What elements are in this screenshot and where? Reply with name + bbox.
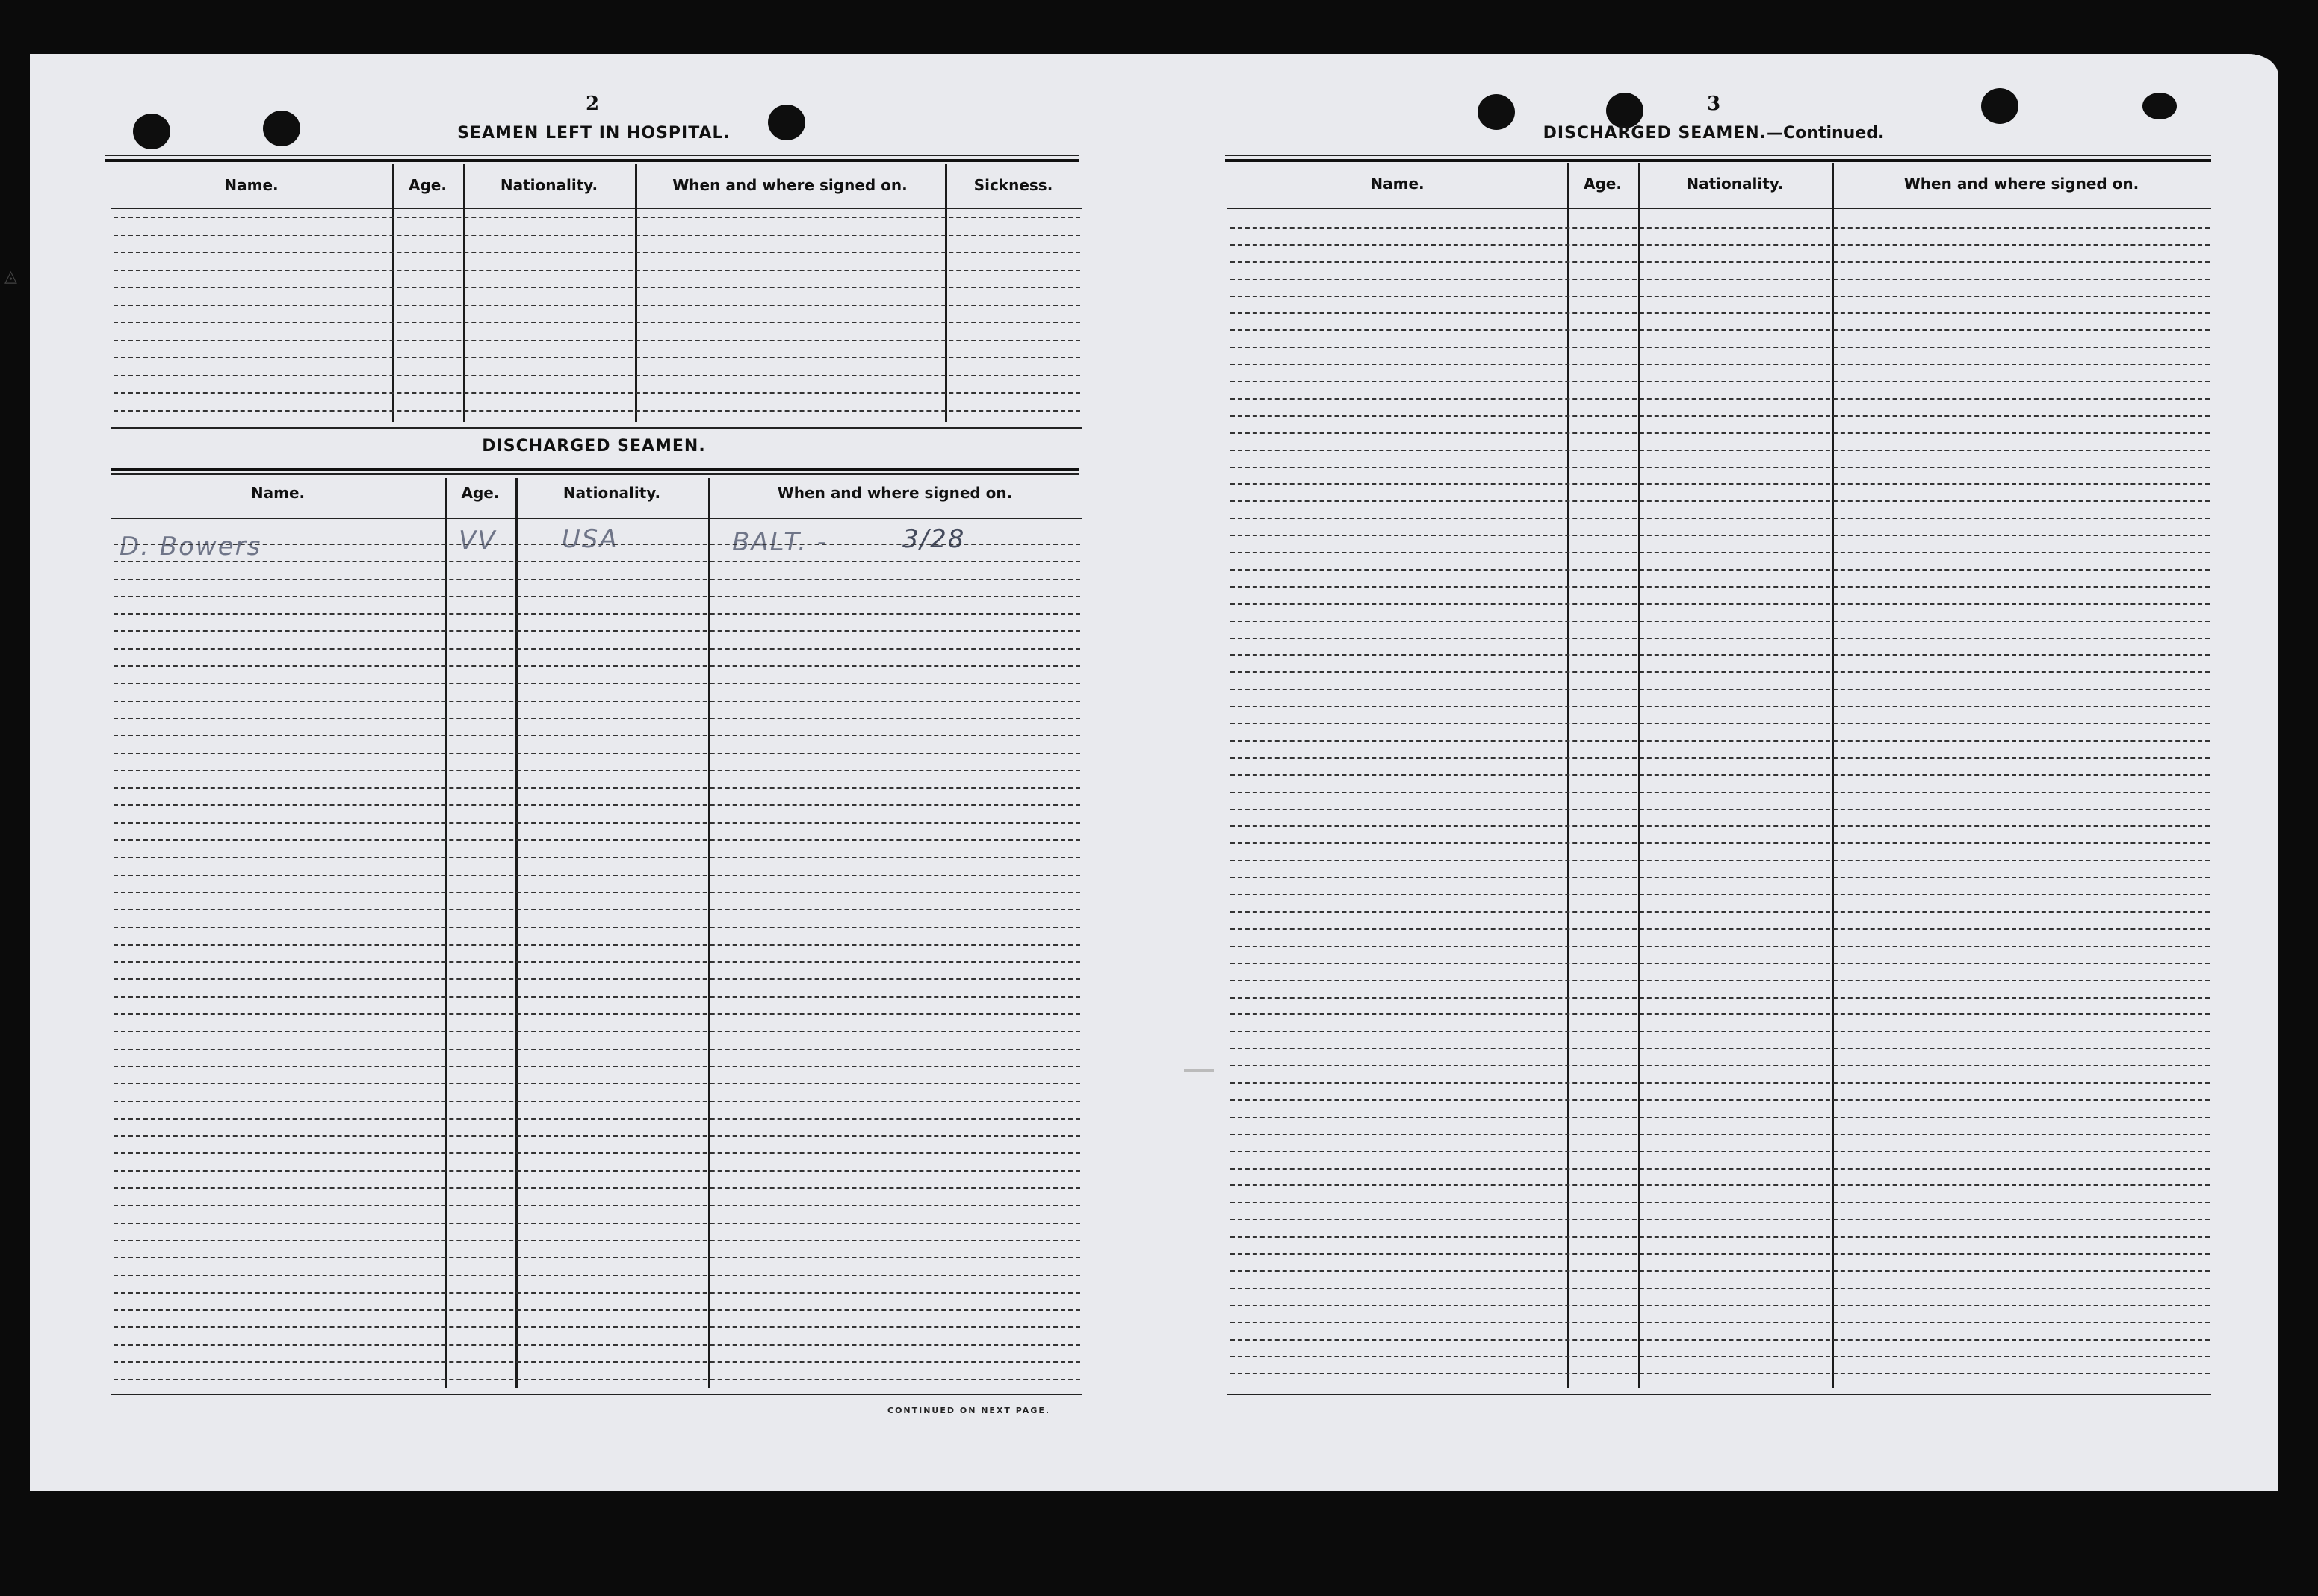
row-line — [114, 1240, 1080, 1241]
row-line — [114, 1344, 1080, 1346]
row-line — [1230, 1253, 2210, 1255]
column-divider — [392, 164, 394, 422]
column-header: Age. — [1584, 175, 1622, 193]
column-header: When and where signed on. — [672, 176, 908, 194]
row-line — [1230, 1356, 2210, 1357]
row-line — [114, 683, 1080, 684]
row-line — [114, 1170, 1080, 1172]
row-line — [1230, 1168, 2210, 1170]
row-line — [114, 305, 1080, 306]
rule — [111, 427, 1082, 429]
row-line — [1230, 552, 2210, 553]
row-line — [114, 1205, 1080, 1206]
row-line — [114, 804, 1080, 806]
row-line — [114, 787, 1080, 789]
row-line — [1230, 1236, 2210, 1238]
continued-footer: CONTINUED ON NEXT PAGE. — [887, 1406, 1051, 1415]
rule — [111, 473, 1079, 475]
row-line — [114, 1292, 1080, 1294]
row-line — [114, 1135, 1080, 1137]
row-line — [114, 322, 1080, 323]
punch-hole — [768, 105, 805, 140]
row-line — [1230, 774, 2210, 776]
row-line — [1230, 621, 2210, 622]
row-line — [1230, 638, 2210, 639]
rule — [1225, 155, 2211, 156]
row-line — [114, 579, 1080, 580]
row-line — [114, 1101, 1080, 1102]
row-line — [1230, 329, 2210, 331]
discharged-section-title: DISCHARGED SEAMEN. — [482, 437, 706, 456]
hospital-section-title: SEAMEN LEFT IN HOSPITAL. — [457, 124, 731, 143]
row-line — [114, 1152, 1080, 1154]
row-line — [1230, 963, 2210, 964]
row-line — [114, 1326, 1080, 1328]
row-line — [114, 665, 1080, 667]
row-line — [1230, 347, 2210, 348]
row-line — [114, 996, 1080, 998]
row-line — [1230, 928, 2210, 930]
right-section-title — [1543, 124, 1885, 143]
row-line — [1230, 894, 2210, 895]
row-line — [114, 1309, 1080, 1311]
entry-nationality: USA — [562, 524, 619, 554]
row-line — [114, 718, 1080, 719]
right-title-continued: —Continued. — [1767, 124, 1885, 143]
row-line — [1230, 432, 2210, 434]
rule — [111, 208, 1082, 209]
page-number-right: 3 — [1706, 93, 1721, 115]
entry-signed-on-date: 3/28 — [902, 524, 966, 554]
column-header: When and where signed on. — [1903, 175, 2139, 193]
row-line — [1230, 244, 2210, 246]
column-header: Age. — [461, 484, 500, 502]
row-line — [114, 544, 1080, 545]
column-divider — [463, 164, 465, 422]
row-line — [1230, 689, 2210, 690]
punch-hole — [1981, 88, 2018, 124]
row-line — [114, 1223, 1080, 1224]
row-line — [1230, 1013, 2210, 1015]
right-title-main: DISCHARGED SEAMEN. — [1543, 124, 1767, 143]
row-line — [1230, 296, 2210, 297]
page-number-left: 2 — [585, 93, 600, 115]
row-line — [114, 340, 1080, 341]
row-line — [1230, 227, 2210, 229]
row-line — [1230, 1117, 2210, 1118]
row-line — [1230, 1048, 2210, 1049]
row-line — [1230, 1151, 2210, 1152]
row-line — [1230, 792, 2210, 793]
row-line — [114, 735, 1080, 736]
column-divider — [945, 164, 947, 422]
punch-hole — [263, 111, 300, 146]
row-line — [1230, 757, 2210, 759]
row-line — [1230, 364, 2210, 365]
row-line — [114, 252, 1080, 253]
row-line — [114, 1379, 1080, 1380]
row-line — [1230, 706, 2210, 707]
row-line — [114, 857, 1080, 858]
row-line — [114, 217, 1080, 218]
row-line — [1230, 997, 2210, 999]
row-line — [1230, 500, 2210, 502]
rule — [1227, 1394, 2211, 1395]
row-line — [114, 1031, 1080, 1032]
rule — [1227, 208, 2211, 209]
row-line — [1230, 877, 2210, 878]
row-line — [114, 410, 1080, 412]
row-line — [1230, 381, 2210, 382]
row-line — [1230, 415, 2210, 417]
column-divider — [635, 164, 637, 422]
punch-hole — [1606, 93, 1643, 128]
row-line — [114, 701, 1080, 702]
rule — [105, 159, 1079, 162]
row-line — [114, 613, 1080, 615]
row-line — [1230, 1373, 2210, 1374]
rule — [1225, 159, 2211, 162]
row-line — [1230, 1288, 2210, 1289]
column-header: Nationality. — [500, 176, 598, 194]
row-line — [1230, 1184, 2210, 1186]
row-line — [114, 1118, 1080, 1120]
row-line — [1230, 860, 2210, 861]
column-header: Name. — [1370, 175, 1425, 193]
column-header: Nationality. — [1686, 175, 1784, 193]
row-line — [1230, 1202, 2210, 1203]
row-line — [114, 1257, 1080, 1258]
row-line — [1230, 1322, 2210, 1323]
row-line — [1230, 1082, 2210, 1084]
rule — [111, 518, 1082, 519]
row-line — [114, 770, 1080, 771]
row-line — [1230, 1031, 2210, 1032]
fold-mark — [1184, 1069, 1214, 1072]
row-line — [1230, 809, 2210, 810]
row-line — [114, 287, 1080, 288]
row-line — [1230, 398, 2210, 400]
row-line — [114, 561, 1080, 562]
row-line — [1230, 279, 2210, 280]
row-line — [1230, 671, 2210, 673]
row-line — [1230, 654, 2210, 656]
row-line — [114, 909, 1080, 910]
column-header: Name. — [224, 176, 279, 194]
entry-name: D. Bowers — [120, 532, 262, 562]
row-line — [1230, 1099, 2210, 1101]
row-line — [114, 961, 1080, 963]
row-line — [114, 822, 1080, 824]
row-line — [114, 357, 1080, 358]
row-line — [114, 892, 1080, 893]
row-line — [114, 392, 1080, 394]
row-line — [1230, 1305, 2210, 1306]
entry-signed-on-place: BALT. - — [732, 527, 828, 557]
row-line — [114, 235, 1080, 236]
row-line — [1230, 1339, 2210, 1341]
row-line — [1230, 1219, 2210, 1220]
rule — [111, 468, 1079, 471]
column-header: When and where signed on. — [777, 484, 1013, 502]
row-line — [114, 630, 1080, 632]
row-line — [114, 1049, 1080, 1050]
row-line — [1230, 911, 2210, 913]
row-line — [1230, 740, 2210, 742]
row-line — [1230, 535, 2210, 536]
row-line — [114, 978, 1080, 980]
row-line — [114, 648, 1080, 650]
column-header: Age. — [409, 176, 447, 194]
row-line — [114, 753, 1080, 754]
column-header: Sickness. — [973, 176, 1053, 194]
row-line — [114, 875, 1080, 876]
row-line — [1230, 946, 2210, 947]
row-line — [1230, 483, 2210, 485]
entry-age: VV — [459, 526, 497, 556]
row-line — [114, 1013, 1080, 1015]
row-line — [114, 1361, 1080, 1363]
row-line — [1230, 450, 2210, 451]
row-line — [1230, 261, 2210, 263]
row-line — [114, 375, 1080, 376]
punch-hole — [2142, 93, 2177, 119]
row-line — [1230, 586, 2210, 588]
row-line — [114, 944, 1080, 946]
row-line — [1230, 467, 2210, 468]
row-line — [114, 839, 1080, 841]
row-line — [114, 596, 1080, 597]
rule — [105, 155, 1079, 156]
row-line — [114, 1187, 1080, 1189]
row-line — [1230, 312, 2210, 314]
row-line — [1230, 1134, 2210, 1135]
row-line — [1230, 518, 2210, 519]
row-line — [114, 1066, 1080, 1067]
punch-hole — [1478, 94, 1515, 130]
row-line — [114, 1083, 1080, 1084]
row-line — [1230, 842, 2210, 844]
row-line — [114, 1275, 1080, 1276]
row-line — [1230, 603, 2210, 605]
row-line — [1230, 825, 2210, 827]
row-line — [1230, 723, 2210, 724]
column-header: Nationality. — [563, 484, 661, 502]
row-line — [1230, 980, 2210, 981]
rule — [111, 1394, 1082, 1395]
row-line — [1230, 569, 2210, 571]
margin-smudge: ◬ — [4, 267, 17, 286]
row-line — [114, 270, 1080, 271]
row-line — [114, 927, 1080, 928]
row-line — [1230, 1270, 2210, 1272]
row-line — [1230, 1065, 2210, 1066]
punch-hole — [133, 114, 170, 149]
column-header: Name. — [250, 484, 306, 502]
